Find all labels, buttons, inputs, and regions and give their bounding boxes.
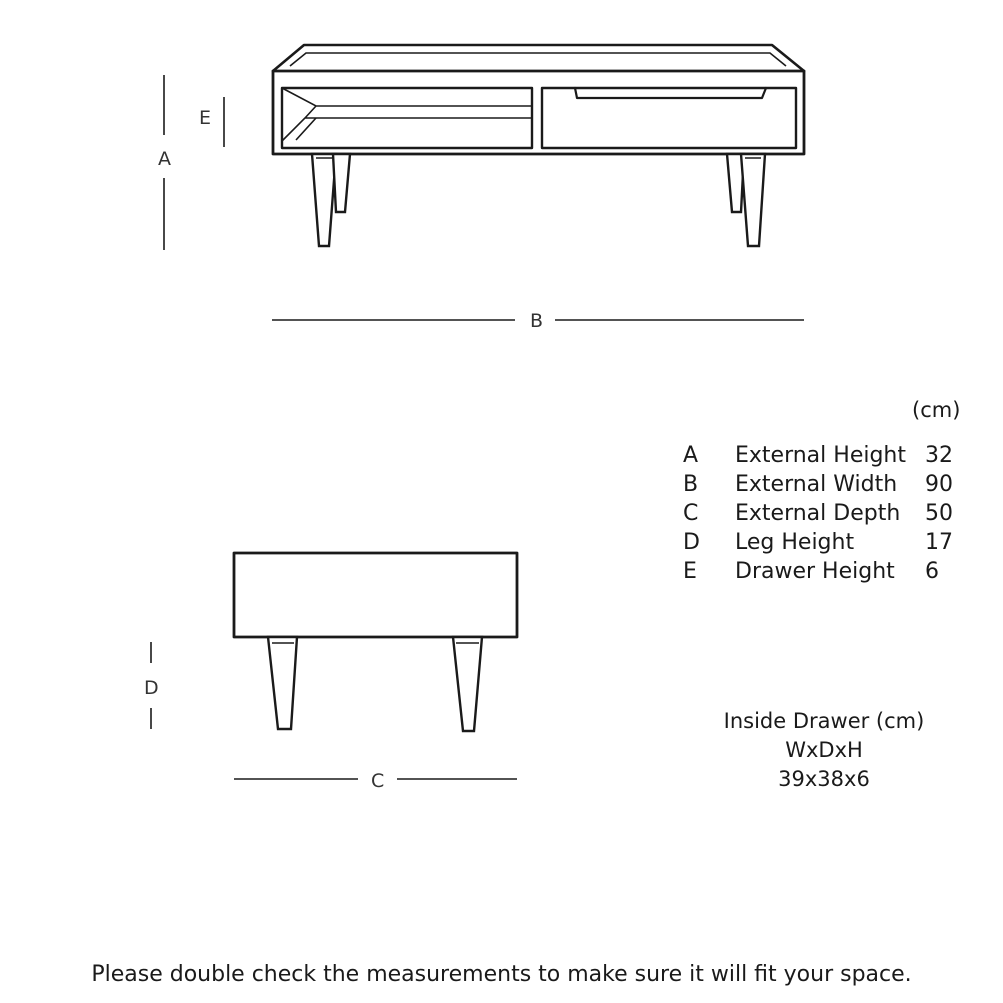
dim-label-c: C [371, 770, 385, 792]
inside-drawer-format: WxDxH [785, 738, 863, 762]
dimensions-unit: (cm) [912, 398, 961, 422]
cabinet-body [273, 71, 804, 154]
side-leg-right [453, 637, 482, 731]
dimension-d [144, 642, 159, 729]
side-body [234, 553, 517, 637]
tray-rim [273, 45, 804, 71]
front-view [273, 45, 804, 246]
drawer-handle [575, 88, 766, 98]
dimension-b [272, 310, 804, 332]
dim-name: External Width [735, 472, 898, 497]
dimension-e [199, 97, 224, 147]
inside-drawer-title: Inside Drawer (cm) [723, 709, 925, 733]
dim-key: C [683, 501, 699, 526]
dimension-c [234, 770, 517, 792]
dimensions-table [683, 441, 953, 586]
dim-name: Leg Height [735, 530, 855, 555]
dim-value: 6 [925, 559, 939, 584]
leg-back-left [333, 154, 350, 212]
table-row [683, 528, 953, 557]
dim-key: D [683, 530, 700, 555]
side-view [234, 553, 517, 731]
table-row [683, 499, 953, 528]
dim-key: A [683, 443, 699, 468]
leg-front-left [312, 154, 336, 246]
dim-value: 90 [925, 472, 953, 497]
inside-drawer-value: 39x38x6 [778, 767, 870, 791]
dim-name: External Height [735, 443, 906, 468]
dim-label-d: D [144, 677, 159, 699]
side-leg-left [268, 637, 297, 729]
dim-value: 32 [925, 443, 953, 468]
leg-front-right [741, 154, 765, 246]
open-shelf-back-corner [296, 118, 316, 140]
dim-name: Drawer Height [735, 559, 895, 584]
dim-value: 17 [925, 530, 953, 555]
dim-key: E [683, 559, 697, 584]
dim-label-b: B [530, 310, 544, 332]
dim-name: External Depth [735, 501, 901, 526]
table-row [683, 470, 953, 499]
dim-label-e: E [199, 107, 212, 129]
inside-drawer-block [712, 707, 936, 794]
open-shelf-inner [282, 88, 532, 141]
dimension-a [158, 75, 171, 250]
table-row [683, 557, 953, 586]
tray-inner-lip [290, 53, 786, 66]
dim-label-a: A [158, 148, 171, 170]
dim-value: 50 [925, 501, 953, 526]
table-row [683, 441, 953, 470]
footer-note: Please double check the measurements to make sure it will fit your space. [91, 962, 912, 987]
dim-key: B [683, 472, 699, 497]
